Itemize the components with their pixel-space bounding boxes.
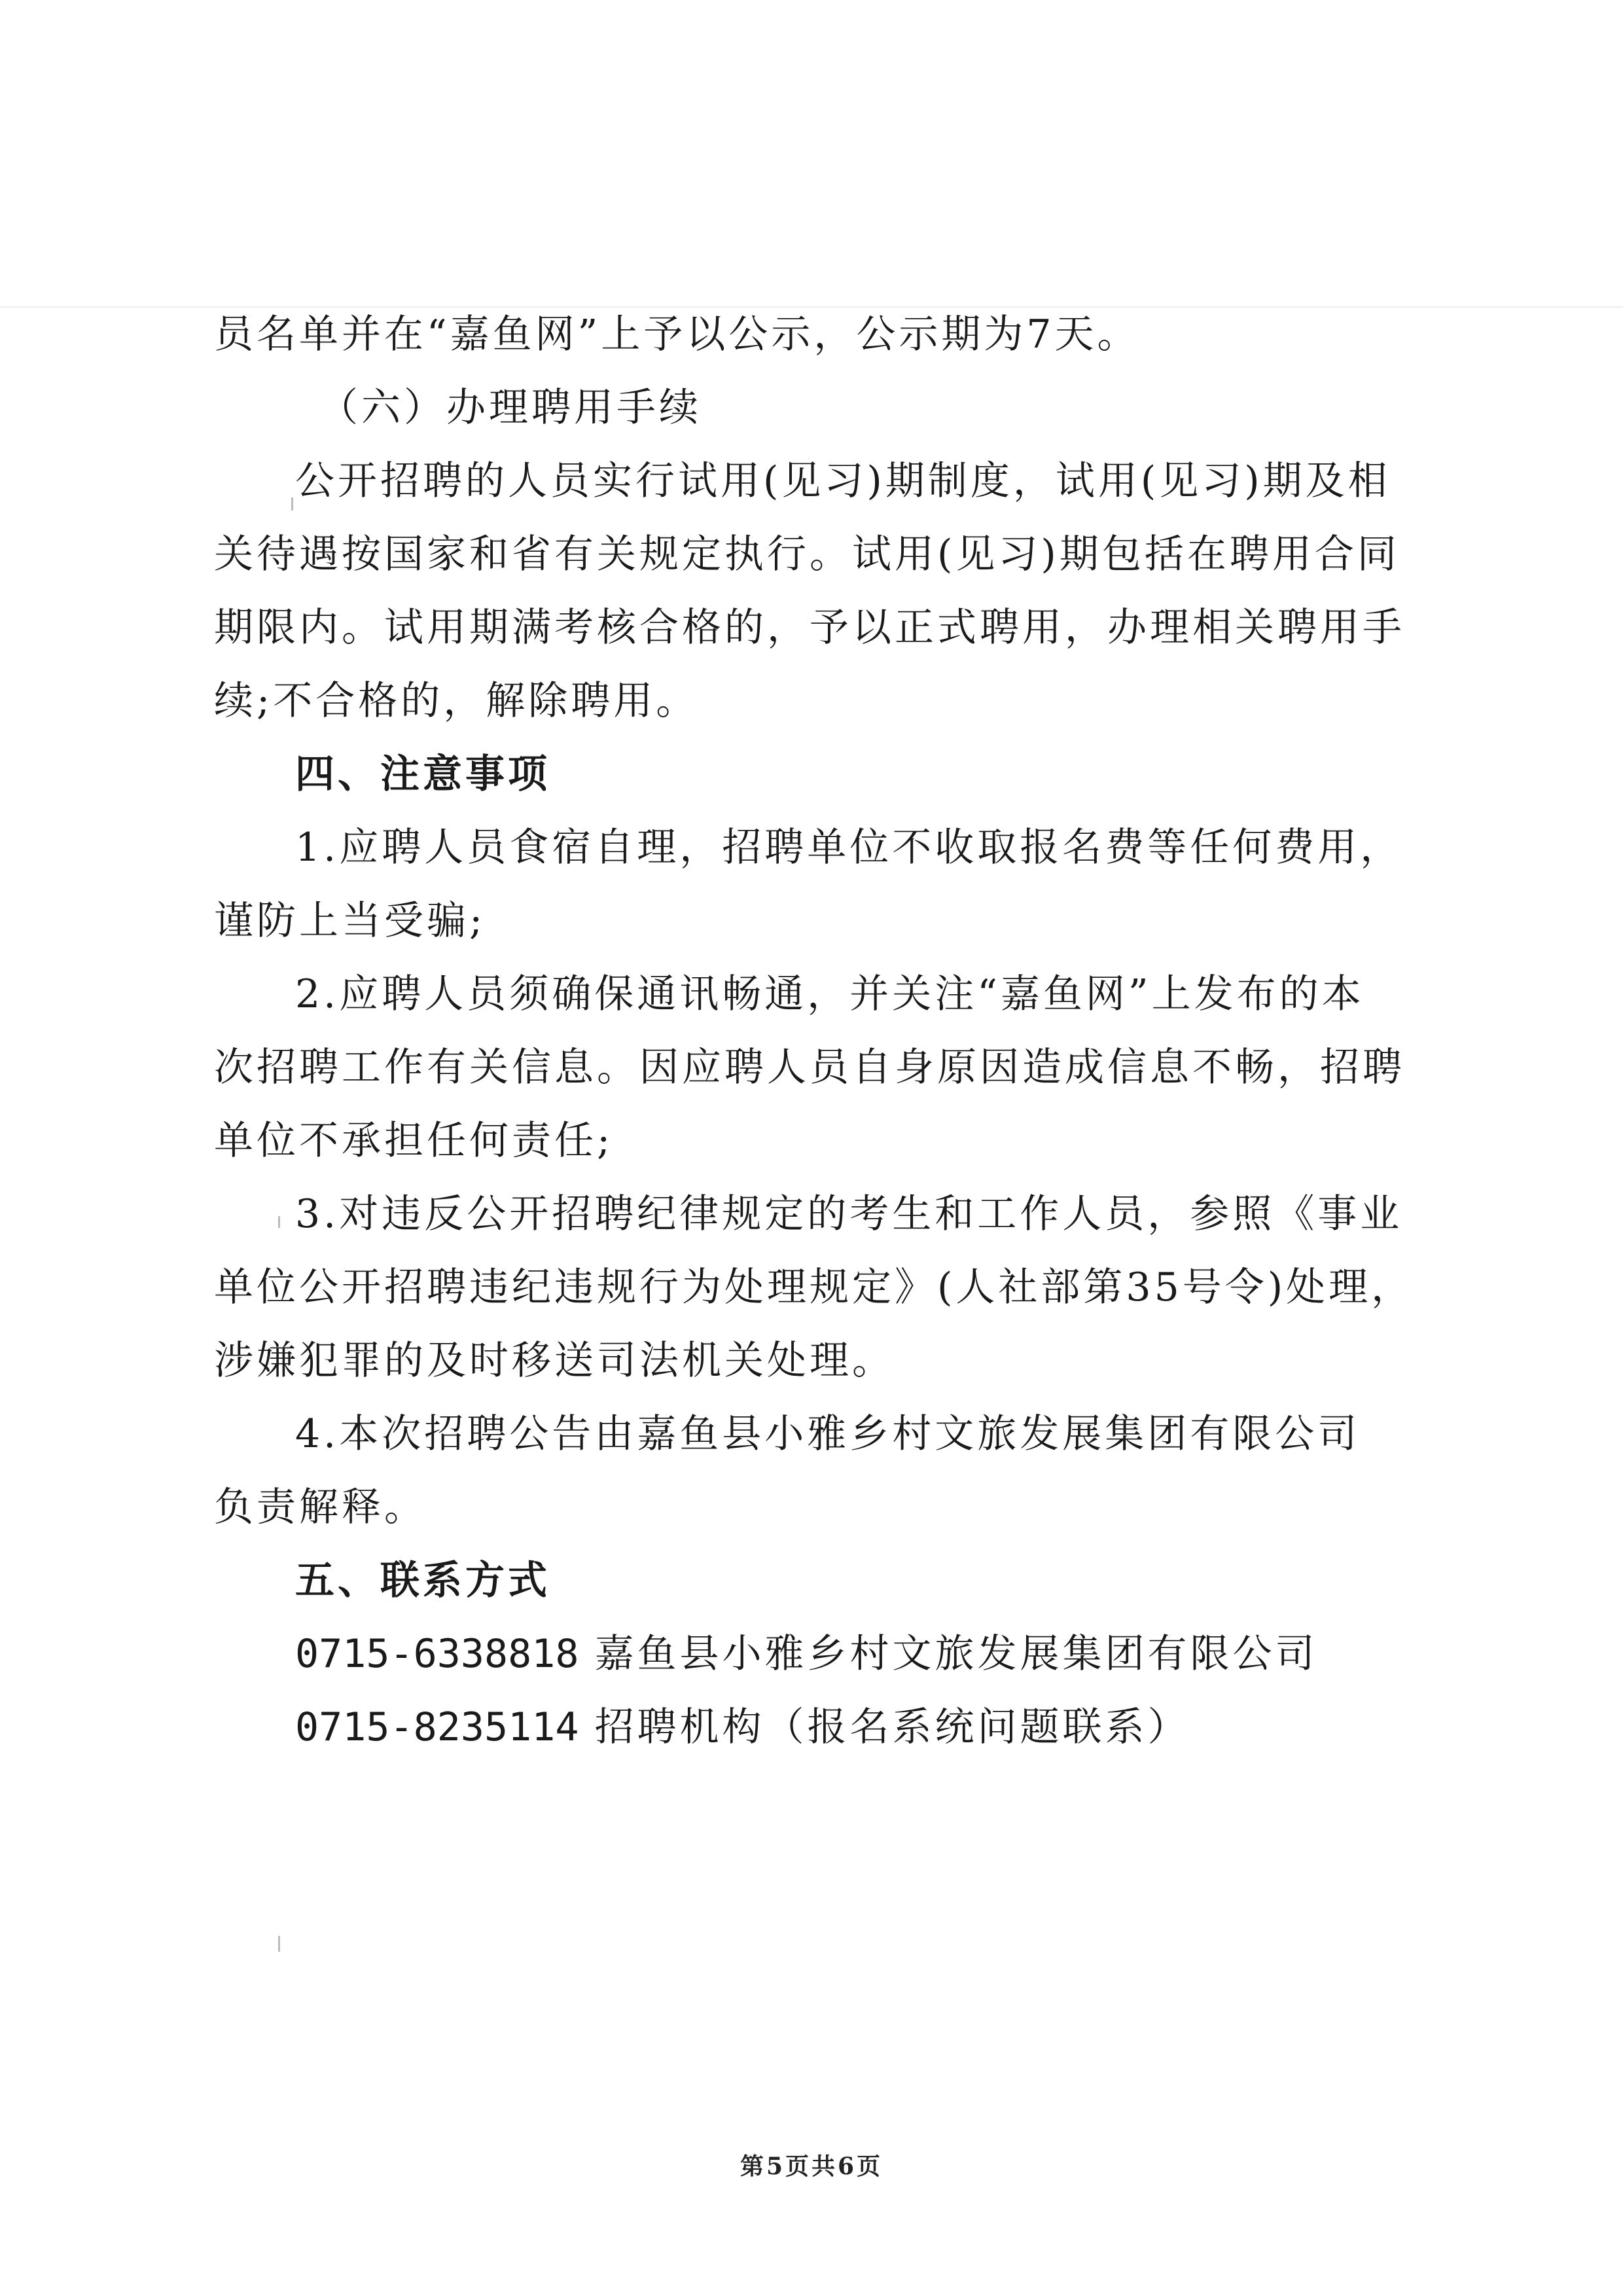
contact-line <box>214 1691 1425 1764</box>
list-item-line: 谨防上当受骗; <box>214 898 486 944</box>
section-heading: 四、注意事项 <box>295 751 550 797</box>
paragraph-line: 续;不合格的，解除聘用。 <box>214 678 699 724</box>
list-item-line: 2.应聘人员须确保通讯畅通，并关注“嘉鱼网”上发布的本 <box>295 971 1364 1017</box>
contact-line <box>214 1617 1425 1691</box>
contact-phone: 0715-8235114 <box>295 1704 579 1750</box>
list-item-line: 次招聘工作有关信息。因应聘人员自身原因造成信息不畅，招聘 <box>214 1045 1405 1090</box>
list-item-line: 涉嫌犯罪的及时移送司法机关处理。 <box>214 1338 895 1384</box>
list-item-line: 单位不承担任何责任; <box>214 1118 614 1164</box>
list-item-line: 1.应聘人员食宿自理，招聘单位不收取报名费等任何费用， <box>295 825 1403 870</box>
contact-label: 嘉鱼县小雅乡村文旅发展集团有限公司 <box>594 1631 1318 1677</box>
paragraph-line: 员名单并在“嘉鱼网”上予以公示，公示期为7天。 <box>214 312 1140 357</box>
paragraph-line: 关待遇按国家和省有关规定执行。试用(见习)期包括在聘用合同 <box>214 531 1400 577</box>
list-item-line: 负责解释。 <box>214 1484 427 1530</box>
paragraph-line: 公开招聘的人员实行试用(见习)期制度，试用(见习)期及相 <box>295 458 1391 504</box>
page-number: 第5页共6页 <box>740 2153 883 2180</box>
section-heading: 五、联系方式 <box>295 1558 550 1604</box>
document-body <box>214 298 1425 1764</box>
scan-speck <box>278 1936 280 1952</box>
contact-phone: 0715-6338818 <box>295 1631 579 1677</box>
contact-label: 招聘机构（报名系统问题联系） <box>594 1704 1190 1750</box>
list-item-line: 3.对违反公开招聘纪律规定的考生和工作人员，参照《事业 <box>295 1191 1403 1237</box>
list-item-line: 单位公开招聘违纪违规行为处理规定》(人社部第35号令)处理， <box>214 1265 1414 1310</box>
list-item-line: 4.本次招聘公告由嘉鱼县小雅乡村文旅发展集团有限公司 <box>295 1411 1361 1457</box>
paragraph-line: 期限内。试用期满考核合格的，予以正式聘用，办理相关聘用手 <box>214 605 1405 651</box>
subsection-heading: （六）办理聘用手续 <box>319 385 702 431</box>
